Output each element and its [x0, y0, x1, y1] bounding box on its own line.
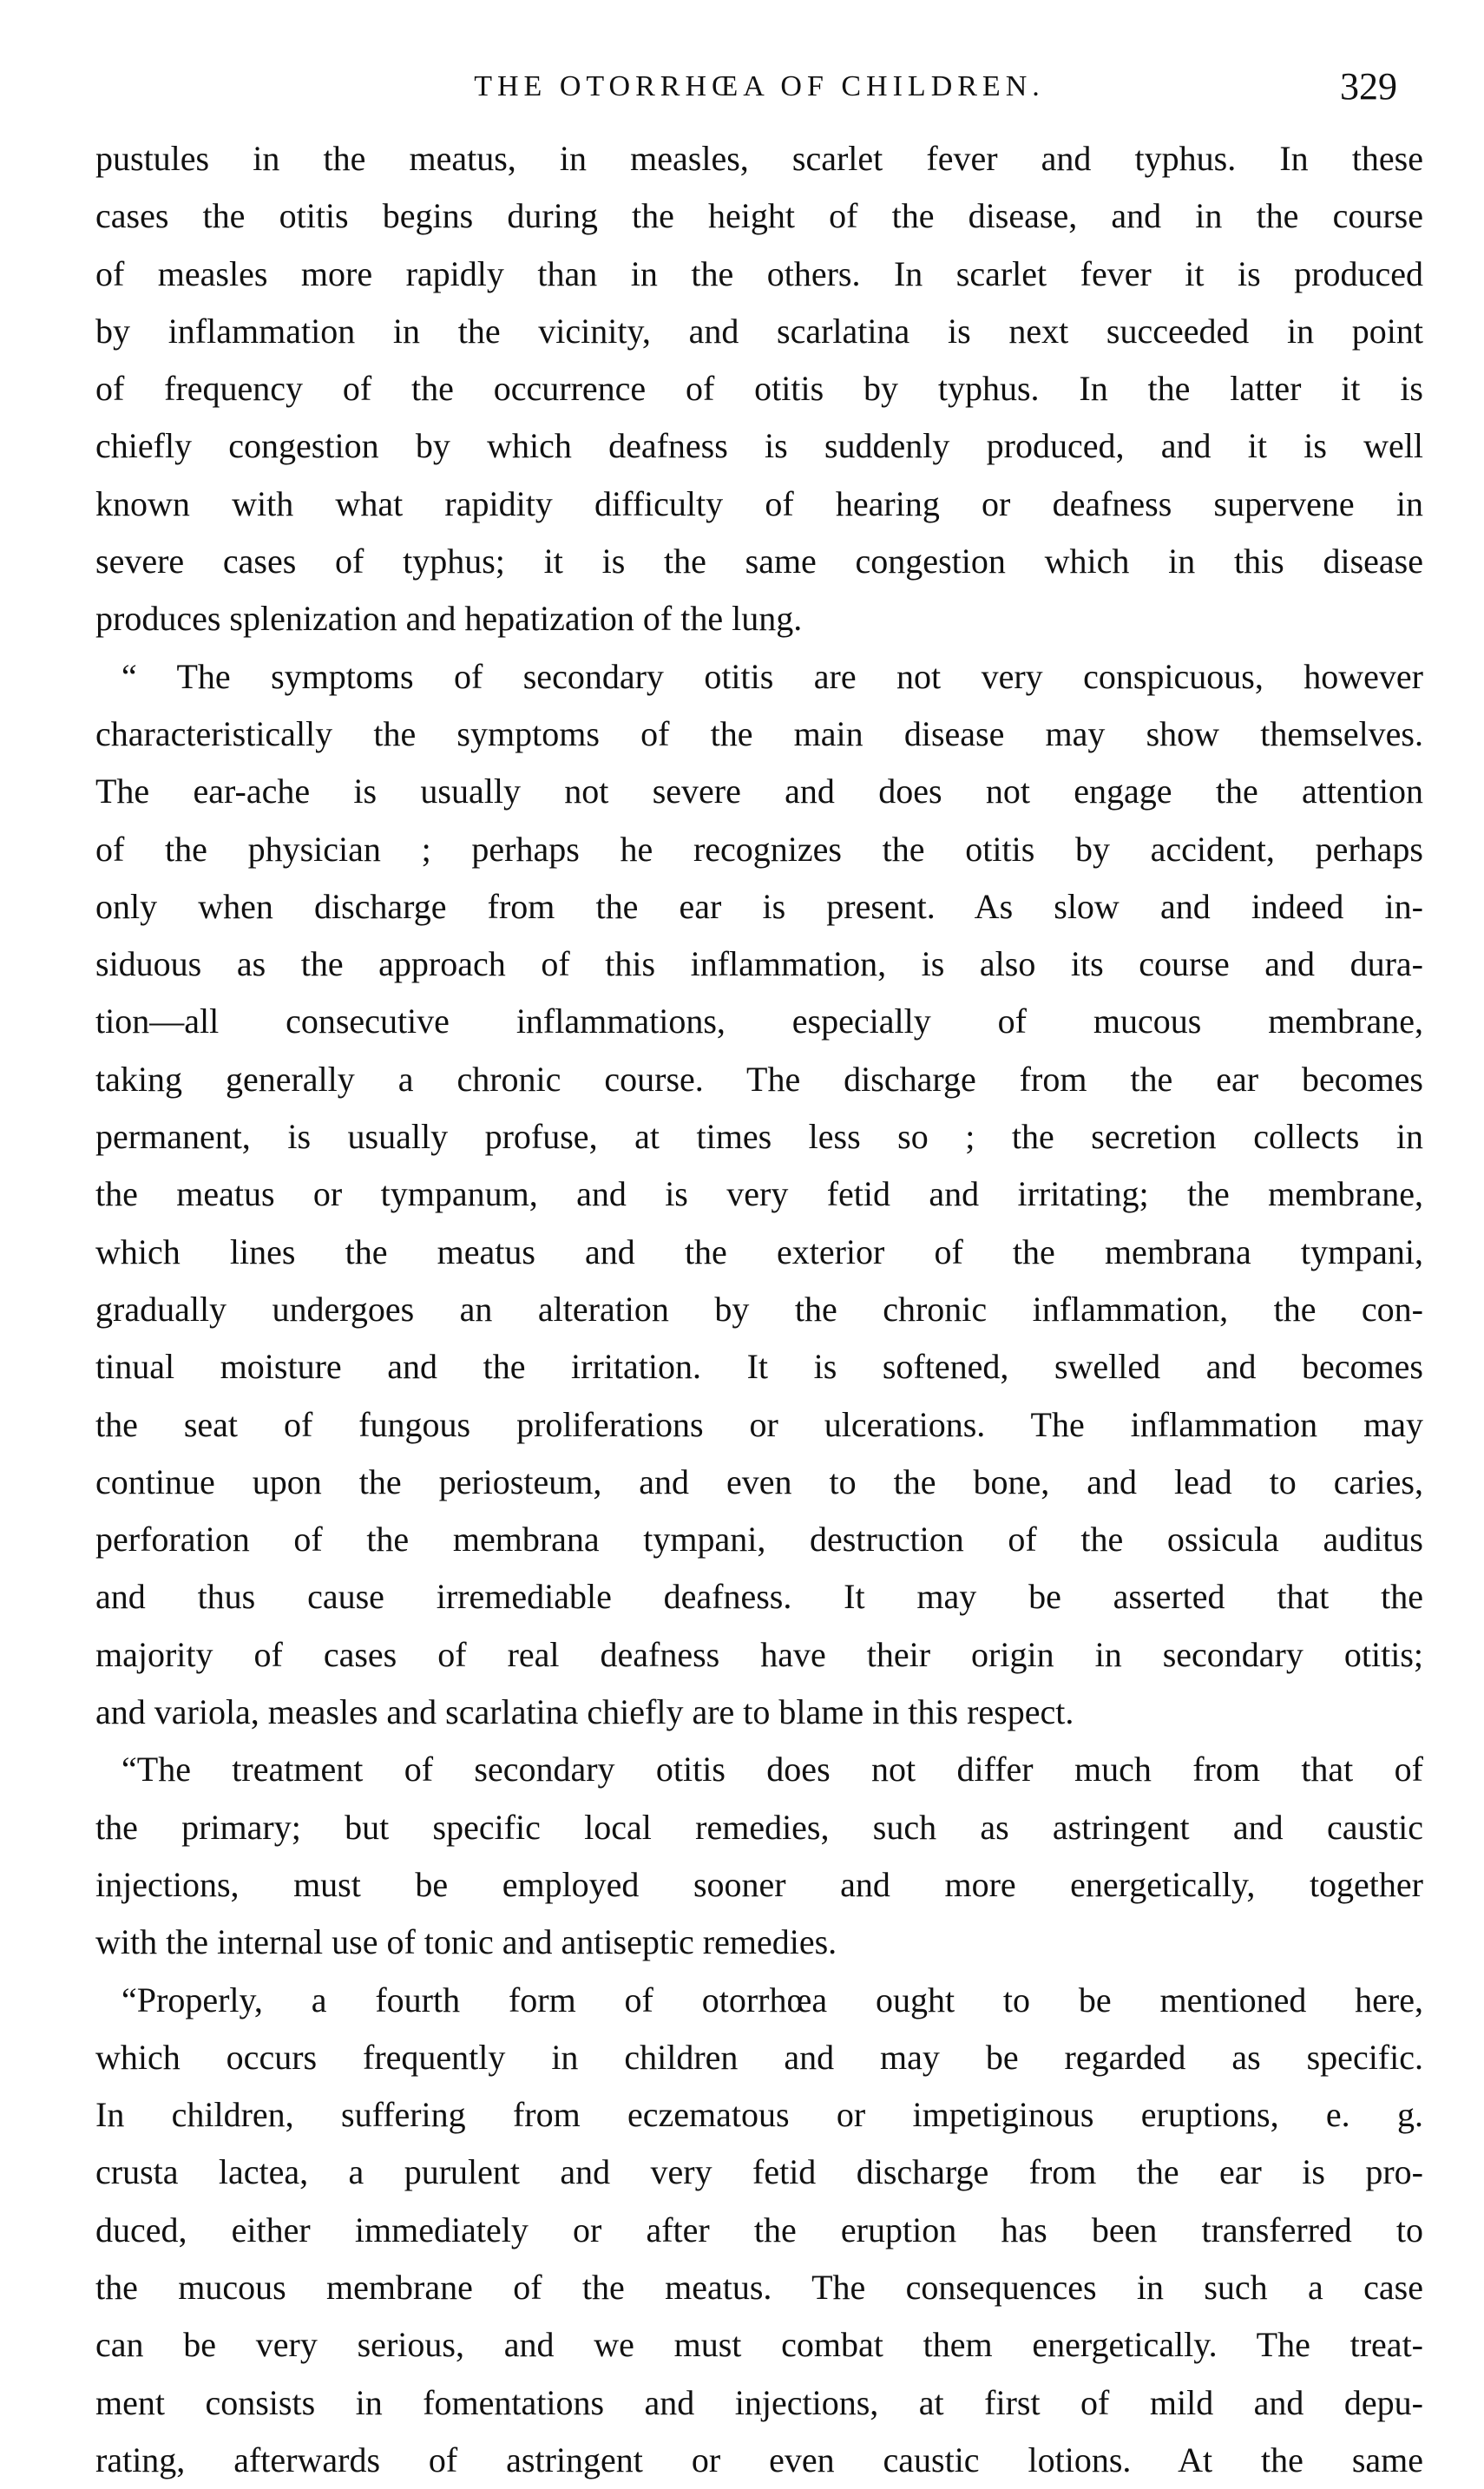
text-line: can be very serious, and we must combat them energetically. The treat- [95, 2325, 1423, 2365]
text-line: injections, must be employed sooner and more energetically, together [95, 1864, 1423, 1904]
text-line: ment consists in fomentations and injections, at first of mild and depu- [95, 2382, 1423, 2422]
text-line: pustules in the meatus, in measles, scarlet fever and typhus. In these [95, 139, 1423, 178]
text-line: the meatus or tympanum, and is very fetid and irritating; the membrane, [95, 1174, 1423, 1214]
text-line: duced, either immediately or after the eruption has been transferred to [95, 2210, 1423, 2249]
paragraph-start-line: “Properly, a fourth form of otorrhœa ought to be mentioned here, [121, 1980, 1423, 2019]
text-line: characteristically the symptoms of the main disease may show themselves. [95, 713, 1423, 753]
text-line: of frequency of the occurrence of otitis by typhus. In the latter it is [95, 369, 1423, 409]
text-line: chiefly congestion by which deafness is suddenly produced, and it is well [95, 426, 1423, 466]
paragraph-start-line: “The treatment of secondary otitis does not differ much from that of [121, 1750, 1423, 1790]
text-line: the seat of fungous proliferations or ulcerations. The inflammation may [95, 1404, 1423, 1444]
text-line: with the internal use of tonic and antiseptic remedies. [95, 1922, 837, 1962]
text-line: taking generally a chronic course. The discharge from the ear becomes [95, 1059, 1423, 1099]
text-line: cases the otitis begins during the height of the disease, and in the course [95, 196, 1423, 236]
paragraph-start-line: “ The symptoms of secondary otitis are not very conspicuous, however [121, 656, 1423, 696]
running-head [95, 61, 1423, 121]
text-line: continue upon the periosteum, and even to the bone, and lead to caries, [95, 1461, 1423, 1501]
text-line: and variola, measles and scarlatina chiefly are to blame in this respect. [95, 1692, 1074, 1732]
text-line: crusta lactea, a purulent and very fetid discharge from the ear is pro- [95, 2152, 1423, 2192]
text-line: In children, suffering from eczematous or impetiginous eruptions, e. g. [95, 2095, 1423, 2135]
text-line: known with what rapidity difficulty of hearing or deafness supervene in [95, 483, 1423, 523]
text-line: of the physician ; perhaps he recognizes the otitis by accident, perhaps [95, 829, 1423, 869]
text-line: The ear-ache is usually not severe and does not engage the attention [95, 772, 1423, 811]
text-line: produces splenization and hepatization of the lung. [95, 599, 803, 639]
text-line: rating, afterwards of astringent or even caustic lotions. At the same [95, 2440, 1423, 2479]
text-line: gradually undergoes an alteration by the chronic inflammation, the con- [95, 1289, 1423, 1329]
text-line: of measles more rapidly than in the others. In scarlet fever it is produced [95, 253, 1423, 293]
text-line: the primary; but specific local remedies, such as astringent and caustic [95, 1807, 1423, 1847]
text-line: which lines the meatus and the exterior of the membrana tympani, [95, 1231, 1423, 1271]
text-line: majority of cases of real deafness have their origin in secondary otitis; [95, 1634, 1423, 1674]
running-title: THE OTORRHŒA OF CHILDREN. [474, 70, 1045, 102]
text-line: the mucous membrane of the meatus. The consequences in such a case [95, 2267, 1423, 2307]
body-text [95, 130, 1423, 2489]
text-line: only when discharge from the ear is present. As slow and indeed in- [95, 886, 1423, 926]
text-line: siduous as the approach of this inflammation, is also its course and dura- [95, 944, 1423, 984]
page-number: 329 [1340, 65, 1397, 108]
text-line: permanent, is usually profuse, at times less so ; the secretion collects in [95, 1117, 1423, 1157]
text-line: and thus cause irremediable deafness. It may be asserted that the [95, 1577, 1423, 1617]
text-line: tion—all consecutive inflammations, especially of mucous membrane, [95, 1002, 1423, 1041]
text-line: tinual moisture and the irritation. It is softened, swelled and becomes [95, 1347, 1423, 1387]
text-line: perforation of the membrana tympani, destruction of the ossicula auditus [95, 1520, 1423, 1560]
text-line: by inflammation in the vicinity, and scarlatina is next succeeded in point [95, 311, 1423, 351]
text-line: severe cases of typhus; it is the same congestion which in this disease [95, 542, 1423, 581]
text-line: which occurs frequently in children and may be regarded as specific. [95, 2037, 1423, 2077]
